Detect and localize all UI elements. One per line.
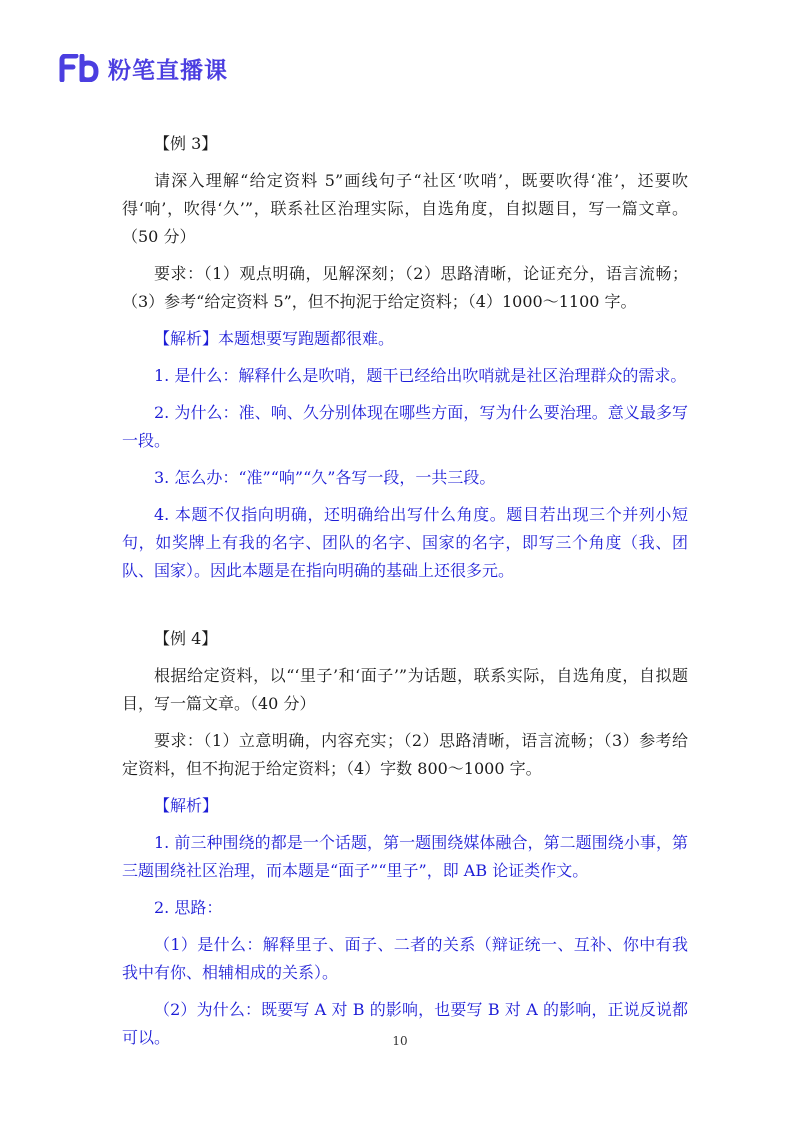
page-number: 10 xyxy=(392,1034,408,1048)
example-3-question: 请深入理解“给定资料 5”画线句子“社区‘吹哨’，既要吹得‘准’，还要吹得‘响’，吹得‘久’”，联系社区治理实际，自选角度，自拟题目，写一篇文章。（50 分） xyxy=(122,171,688,246)
example-3-requirements: 要求：（1）观点明确，见解深刻；（2）思路清晰，论证充分，语言流畅；（3）参考“给定资料 5”，但不拘泥于给定资料；（4）1000～1100 字。 xyxy=(122,264,688,311)
list-item: 3. 怎么办：“准”“响”“久”各写一段，一共三段。 xyxy=(154,468,496,487)
list-item: 2. 为什么：准、响、久分别体现在哪些方面，写为什么要治理。意义最多写一段。 xyxy=(122,403,688,450)
example-4-requirements: 要求：（1）立意明确，内容充实；（2）思路清晰，语言流畅；（3）参考给定资料，但不拘泥于给定资料；（4）字数 800～1000 字。 xyxy=(122,731,688,778)
list-item: 4. 本题不仅指向明确，还明确给出写什么角度。题目若出现三个并列小短句，如奖牌上有我的名字、团队的名字、国家的名字，即写三个角度（我、团队、国家）。因此本题是在指向明确的基础上还很多元。 xyxy=(122,505,688,580)
list-item: 1. 前三种围绕的都是一个话题，第一题围绕媒体融合，第二题围绕小事，第三题围绕社区治理，而本题是“面子”“里子”，即 AB 论证类作文。 xyxy=(122,833,688,880)
example-3-analysis xyxy=(122,325,688,353)
fb-logo-icon xyxy=(58,54,100,82)
list-item: 1. 是什么：解释什么是吹哨，题干已经给出吹哨就是社区治理群众的需求。 xyxy=(154,366,687,385)
list-item: 2. 思路： xyxy=(154,898,223,917)
example-4-question: 根据给定资料，以“‘里子’和‘面子’”为话题，联系实际，自选角度，自拟题目，写一篇文章。（40 分） xyxy=(122,666,688,713)
example-4 xyxy=(122,625,688,1052)
section-spacer xyxy=(122,585,688,625)
example-3 xyxy=(122,130,688,585)
document-body xyxy=(122,130,688,1052)
example-3-label: 【例 3】 xyxy=(154,134,218,153)
brand-logo xyxy=(58,52,228,84)
logo-text: 粉笔直播课 xyxy=(108,57,228,84)
list-item: （2）为什么：既要写 A 对 B 的影响，也要写 B 对 A 的影响，正说反说都可以。 xyxy=(122,1000,688,1047)
example-4-analysis-label: 【解析】 xyxy=(154,796,219,815)
list-item: （1）是什么：解释里子、面子、二者的关系（辩证统一、互补、你中有我我中有你、相辅相成的关系）。 xyxy=(122,935,688,982)
analysis-intro: 本题想要写跑题都很难。 xyxy=(218,329,395,348)
analysis-label: 【解析】 xyxy=(154,329,219,348)
example-4-label: 【例 4】 xyxy=(154,629,218,648)
